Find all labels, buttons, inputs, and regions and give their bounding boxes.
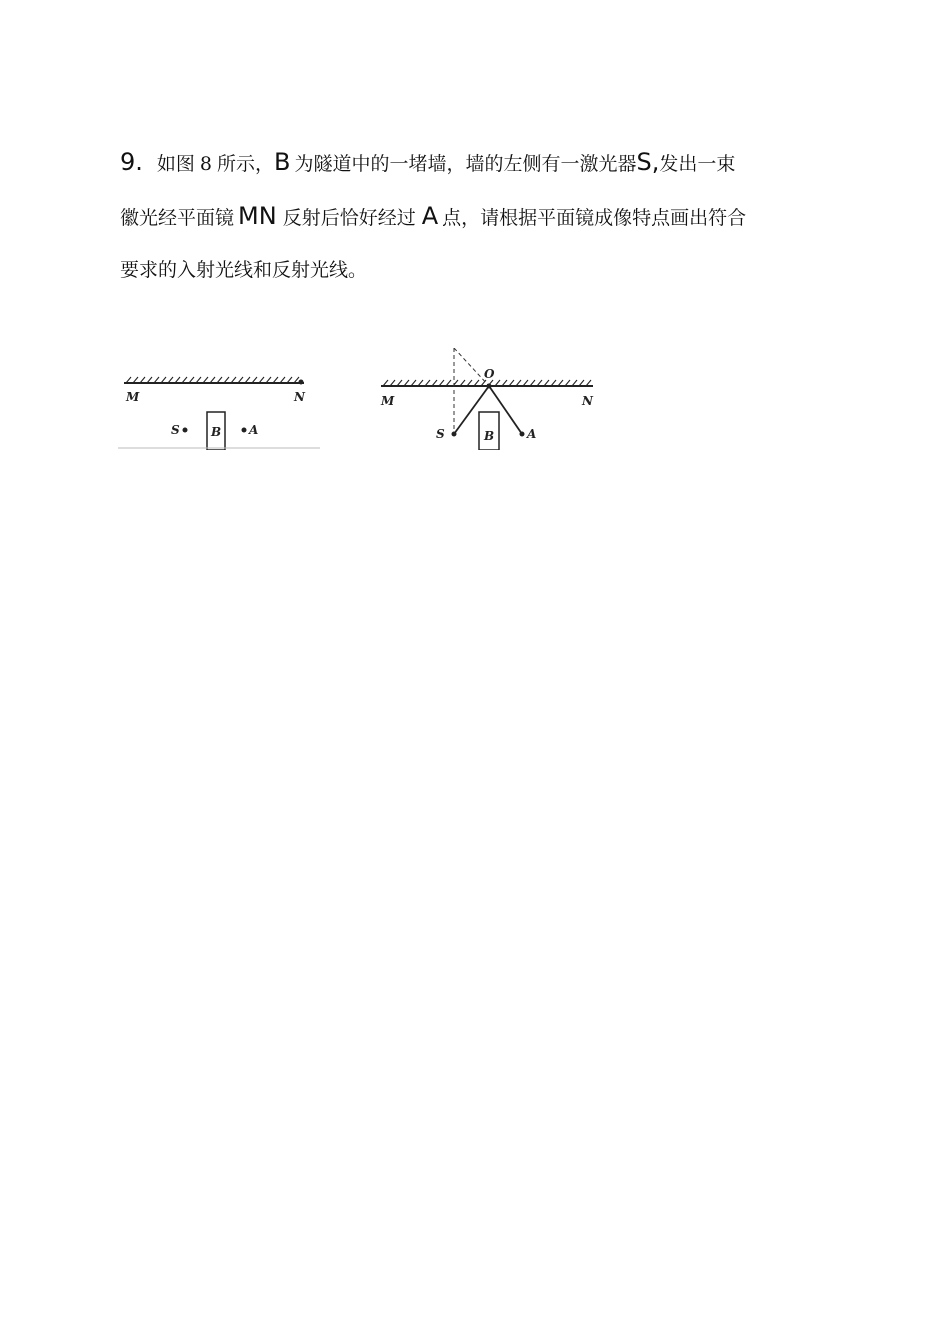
question-number: 9. <box>120 148 143 176</box>
label-M: M <box>126 390 140 404</box>
question-line-2 <box>120 204 746 230</box>
label-B: B <box>484 429 495 443</box>
mirror-MN <box>124 377 304 383</box>
incident-ray <box>454 386 489 434</box>
figure-number: 8 <box>199 153 213 175</box>
text-segment: 发出一束 <box>659 153 736 175</box>
point-A <box>520 432 525 437</box>
point-O <box>487 384 492 389</box>
text-segment: 反射后恰好经过 <box>282 207 416 229</box>
label-A: A <box>249 423 259 437</box>
question-line-3: 要求的入射光线和反射光线。 <box>120 259 368 281</box>
reflected-ray <box>489 386 522 434</box>
text-segment: 如图 <box>156 153 195 175</box>
wall-label-B: B <box>274 148 291 176</box>
question-line-1 <box>120 150 735 176</box>
figure-answer <box>353 348 595 450</box>
label-S: S <box>436 427 445 441</box>
label-N: N <box>582 394 593 408</box>
point-S <box>452 432 457 437</box>
point-label-A: A <box>421 202 439 230</box>
text-segment: 为隧道中的一堵墙，墙的左侧有一激光器 <box>294 153 637 175</box>
text-segment: 所示， <box>217 153 275 175</box>
mirror-end-dot <box>299 380 304 385</box>
figure-problem-svg <box>118 348 320 450</box>
label-A: A <box>527 427 537 441</box>
figure-answer-svg <box>353 348 595 450</box>
point-A <box>242 428 247 433</box>
label-S: S <box>171 423 180 437</box>
mirror-label-MN: MN <box>238 202 277 230</box>
label-B: B <box>211 425 222 439</box>
label-O: O <box>484 367 495 381</box>
label-N: N <box>294 390 305 404</box>
label-M: M <box>381 394 395 408</box>
figure-problem <box>118 348 320 450</box>
point-S <box>183 428 188 433</box>
text-segment: 徽光经平面镜 <box>120 207 235 229</box>
laser-label-S: S, <box>636 148 660 176</box>
text-segment: 点，请根据平面镜成像特点画出符合 <box>442 207 747 229</box>
